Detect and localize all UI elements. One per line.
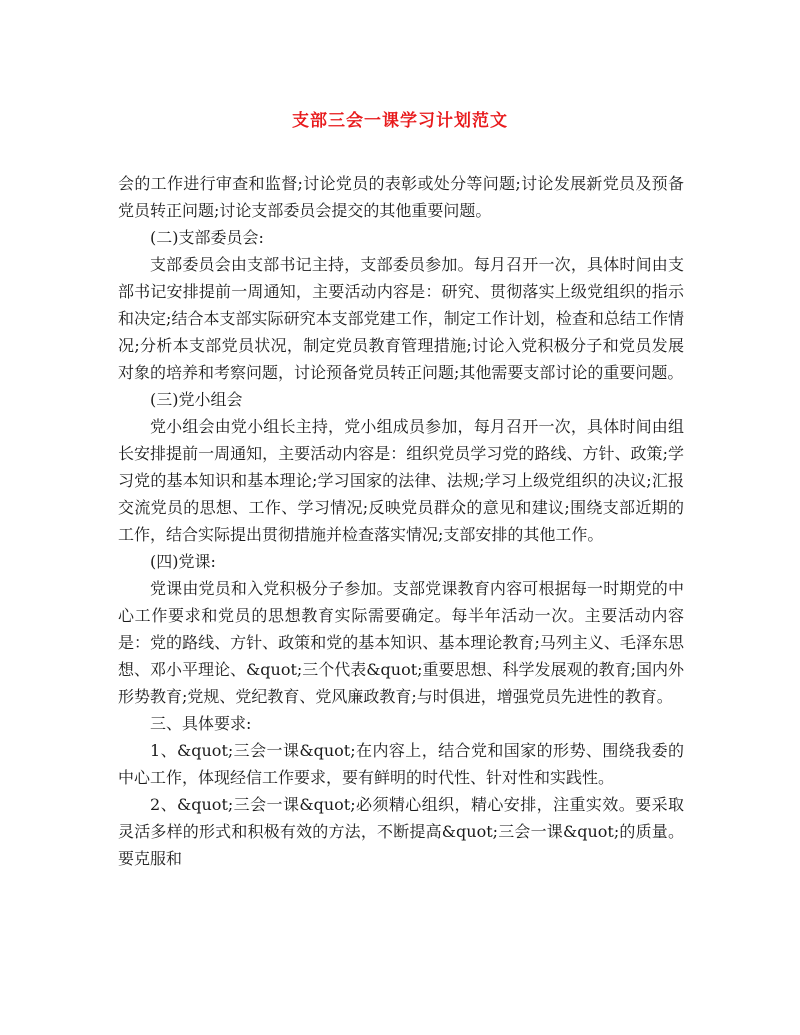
paragraph: 支部委员会由支部书记主持，支部委员参加。每月召开一次，具体时间由支部书记安排提前一周通知，主要活动内容是：研究、贯彻落实上级党组织的指示和决定;结合本支部实际研究本支部党建工作，制定工作计划，检查和总结工作情况;分析本支部党员状况，制定党员教育管理措施;讨论入党积极分子和党员发展对象的培养和考察问题，讨论预备党员转正问题;其他需要支部讨论的重要问题。 [118,255,684,382]
paragraph: 2、&quot;三会一课&quot;必须精心组织，精心安排，注重实效。要采取灵活多样的形式和积极有效的方法，不断提高&quot;三会一课&quot;的质量。要克服和 [118,795,684,868]
section-heading: (二)支部委员会: [150,228,264,247]
paragraph: 党小组会由党小组长主持，党小组成员参加，每月召开一次，具体时间由组长安排提前一周通知，主要活动内容是：组织党员学习党的路线、方针、政策;学习党的基本知识和基本理论;学习国家的法律、法规;学习上级党组织的决议;汇报交流党员的思想、工作、学习情况;反映党员群众的意见和建议;围绕支部近期的工作，结合实际提出贯彻措施并检查落实情况;支部安排的其他工作。 [118,417,684,544]
document-title: 支部三会一课学习计划范文 [292,111,508,131]
document-body [118,170,684,872]
section-heading: (三)党小组会 [150,390,243,409]
paragraph: 党课由党员和入党积极分子参加。支部党课教育内容可根据每一时期党的中心工作要求和党员的思想教育实际需要确定。每半年活动一次。主要活动内容是：党的路线、方针、政策和党的基本知识、基本理论教育;马列主义、毛泽东思想、邓小平理论、&quot;三个代表&quot;重要思想、科学发展观的教育;国内外形势教育;党规、党纪教育、党风廉政教育;与时俱进，增强党员先进性的教育。 [118,579,684,706]
paragraph: 1、&quot;三会一课&quot;在内容上，结合党和国家的形势、围绕我委的中心工作，体现经信工作要求，要有鲜明的时代性、针对性和实践性。 [118,741,684,787]
section-heading: (四)党课: [150,552,216,571]
paragraph: 会的工作进行审查和监督;讨论党员的表彰或处分等问题;讨论发展新党员及预备党员转正问题;讨论支部委员会提交的其他重要问题。 [118,174,684,220]
section-heading: 三、具体要求: [150,714,252,733]
